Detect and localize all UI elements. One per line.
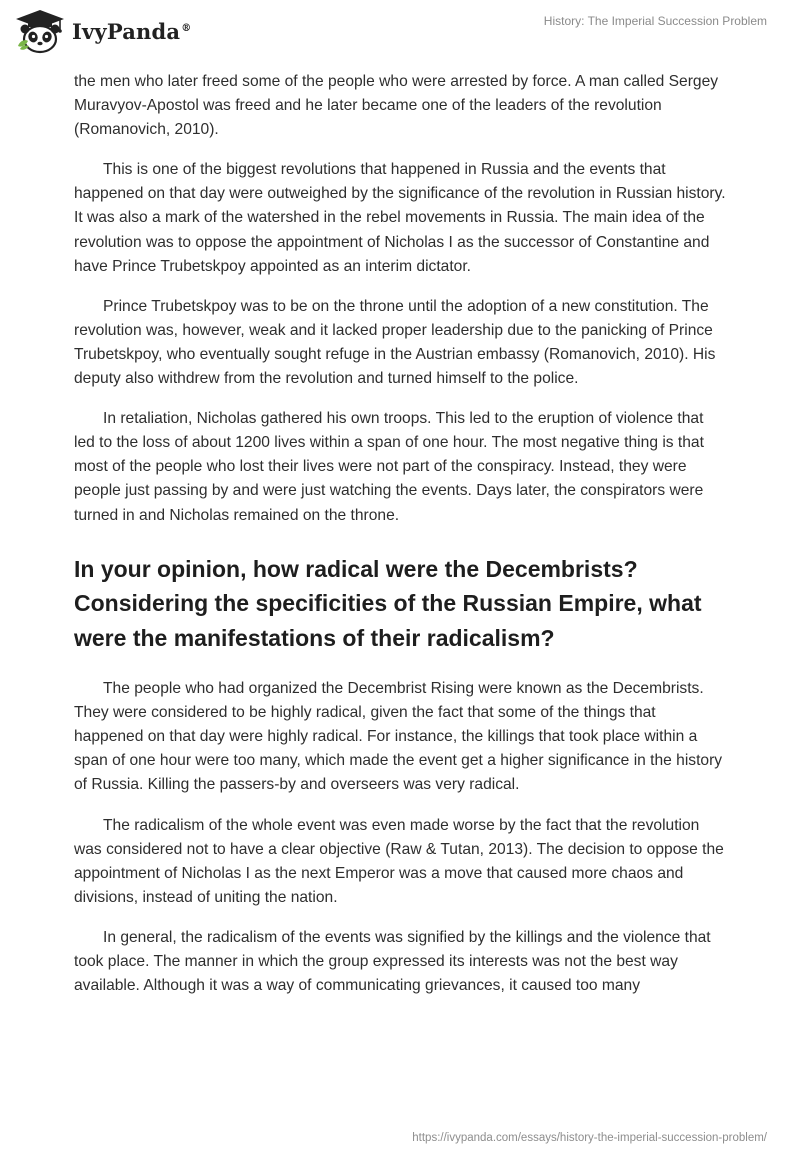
panda-graduate-logo-icon [14,8,66,54]
paragraph: Prince Trubetskpoy was to be on the throne until the adoption of a new constitution. The revolution was, however, weak and it lacked proper leadership due to the panicking of Prince Trubetskpoy, who eventually sought refuge in the Austrian embassy (Romanovich, 2010). His deputy also withdrew from the revolution and turned himself to the police. [74,297,716,388]
essay-content [74,70,728,1014]
document-title: History: The Imperial Succession Problem [543,14,767,28]
source-url-link[interactable]: https://ivypanda.com/essays/history-the-imperial-succession-problem/ [412,1132,767,1144]
registered-mark: ® [181,22,192,34]
paragraph: The people who had organized the Decembrist Rising were known as the Decembrists. They were considered to be highly radical, given the fact that some of the things that happened on that day were highly radical. For instance, the killings that took place within a span of one hour were too many, which made the event get a higher significance in the history of Russia. Killing the passers-by and overseers was very radical. [74,680,723,794]
brand-logo-link[interactable] [14,6,191,56]
paragraph: In retaliation, Nicholas gathered his own troops. This led to the eruption of violence that led to the loss of about 1200 lives within a span of one hour. The most negative thing is that most of the people who lost their lives were not part of the conspiracy. Instead, they were people just passing by and were just watching the events. Days later, the conspirators were turned in and Nicholas remained on the throne. [74,410,704,524]
page-header [0,0,800,66]
brand-name: IvyPanda® [72,18,192,44]
paragraph: This is one of the biggest revolutions that happened in Russia and the events that happened on that day were outweighed by the significance of the revolution in Russian history. It was also a mark of the watershed in the rebel movements in Russia. The main idea of the revolution was to oppose the appointment of Nicholas I as the successor of Constantine and have Prince Trubetskpoy appointed as an interim dictator. [74,161,726,275]
paragraph: In general, the radicalism of the events was signified by the killings and the violence that took place. The manner in which the group expressed its interests was not the best way available. Although it was a way of communicating grievances, it caused too many [74,928,711,995]
paragraph: The radicalism of the whole event was even made worse by the fact that the revolution was considered not to have a clear objective (Raw & Tutan, 2013). The decision to oppose the appointment of Nicholas I as the next Emperor was a move that caused more chaos and divisions, instead of uniting the nation. [74,816,724,906]
section-heading: In your opinion, how radical were the Decembrists? Considering the specificities of the Russian Empire, what were the manifestations of their radicalism? [74,555,702,651]
paragraph: the men who later freed some of the people who were arrested by force. A man called Sergey Muravyov-Apostol was freed and he later became one of the leaders of the revolution (Romanovich, 2010). [74,73,719,139]
